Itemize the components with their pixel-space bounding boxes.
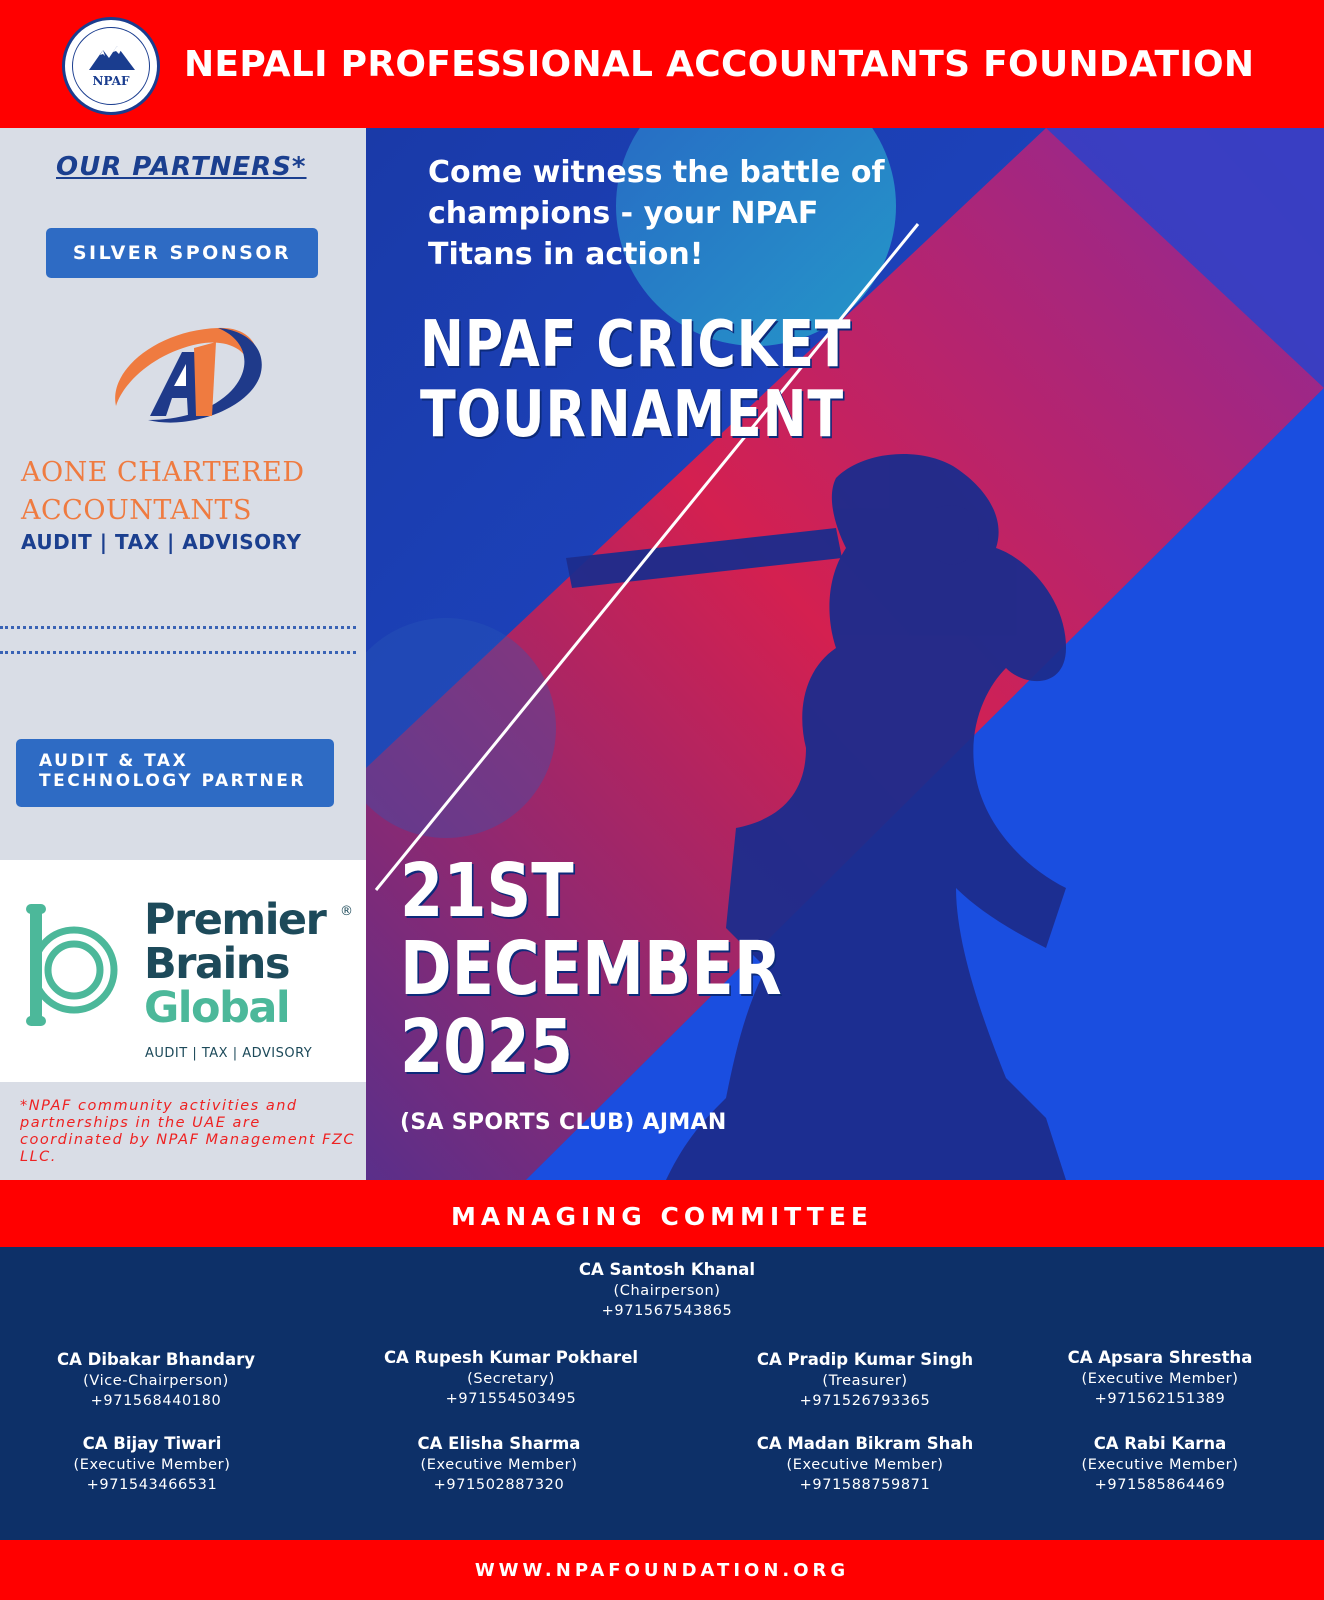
partners-panel	[0, 128, 366, 1180]
committee-title: MANAGING COMMITTEE	[451, 1202, 873, 1231]
member-role: (Treasurer)	[822, 1373, 908, 1389]
event-title-line1: NPAF CRICKET	[420, 308, 852, 382]
member-phone: +971585864469	[1094, 1477, 1226, 1493]
member-role: (Executive Member)	[1081, 1371, 1239, 1387]
member-role: (Executive Member)	[1081, 1457, 1239, 1473]
committee-member	[349, 1433, 649, 1495]
member-phone: +971567543865	[601, 1303, 733, 1319]
tech-partner-line1: AUDIT & TAX	[39, 751, 189, 771]
member-phone: +971543466531	[86, 1477, 218, 1493]
member-phone: +971502887320	[433, 1477, 565, 1493]
pb-line1: Premier	[144, 895, 326, 945]
tech-partner-badge	[16, 739, 334, 807]
partners-heading: OUR PARTNERS*	[56, 152, 307, 182]
premier-brains-logo-box	[0, 860, 366, 1082]
committee-member	[1010, 1433, 1310, 1495]
committee-member	[715, 1433, 1015, 1495]
header-banner	[0, 0, 1324, 128]
member-role: (Vice-Chairperson)	[83, 1373, 229, 1389]
member-phone: +971568440180	[90, 1393, 222, 1409]
divider	[0, 651, 356, 654]
member-phone: +971554503495	[445, 1391, 577, 1407]
member-role: (Executive Member)	[420, 1457, 578, 1473]
committee-member	[2, 1433, 302, 1495]
member-role: (Secretary)	[467, 1371, 555, 1387]
committee-member	[361, 1347, 661, 1409]
premier-brains-wordmark	[144, 895, 326, 1033]
registered-mark: ®	[340, 904, 353, 919]
event-venue: (SA SPORTS CLUB) AJMAN	[400, 1110, 727, 1135]
event-date	[400, 848, 782, 1090]
member-name: CA Apsara Shrestha	[1067, 1348, 1253, 1367]
committee-member	[6, 1349, 306, 1411]
event-poster	[366, 128, 1324, 1180]
member-name: CA Rupesh Kumar Pokharel	[383, 1348, 639, 1367]
member-role: (Executive Member)	[786, 1457, 944, 1473]
pb-line3: Global	[144, 983, 290, 1033]
footer-banner	[0, 1540, 1324, 1600]
member-name: CA Elisha Sharma	[417, 1434, 581, 1453]
aone-name-line2: ACCOUNTANTS	[21, 495, 252, 526]
member-name: CA Rabi Karna	[1093, 1434, 1227, 1453]
mountain-icon	[89, 44, 135, 70]
aone-logo-icon	[108, 320, 268, 432]
aone-name-line1: AONE CHARTERED	[21, 457, 305, 488]
organization-title: NEPALI PROFESSIONAL ACCOUNTANTS FOUNDATION	[184, 44, 1255, 85]
committee-header	[0, 1180, 1324, 1247]
committee-member	[715, 1349, 1015, 1411]
member-name: CA Dibakar Bhandary	[57, 1350, 255, 1369]
website-link[interactable]: WWW.NPAFOUNDATION.ORG	[474, 1560, 850, 1581]
event-tagline: Come witness the battle of champions - your NPAF Titans in action!	[428, 155, 885, 272]
member-role: (Executive Member)	[73, 1457, 231, 1473]
pb-line2: Brains	[144, 939, 289, 989]
committee-member	[517, 1259, 817, 1321]
aone-services: AUDIT | TAX | ADVISORY	[21, 530, 302, 554]
committee-section	[0, 1247, 1324, 1540]
member-phone: +971562151389	[1094, 1391, 1226, 1407]
member-name: CA Santosh Khanal	[578, 1260, 756, 1279]
aone-firm-name	[21, 454, 305, 530]
committee-member	[1010, 1347, 1310, 1409]
member-name: CA Madan Bikram Shah	[756, 1434, 974, 1453]
silver-sponsor-badge: SILVER SPONSOR	[46, 228, 318, 278]
partnership-disclaimer: *NPAF community activities and partnerships in the UAE are coordinated by NPAF Management FZC LLC.	[20, 1098, 356, 1165]
logo-text: NPAF	[92, 74, 130, 88]
member-name: CA Pradip Kumar Singh	[756, 1350, 974, 1369]
event-date-line3: 2025	[400, 1004, 574, 1090]
event-date-line2: DECEMBER	[400, 926, 782, 1012]
event-title	[420, 310, 851, 450]
event-date-line1: 21ST	[400, 848, 574, 934]
member-name: CA Bijay Tiwari	[82, 1434, 222, 1453]
npaf-logo	[62, 17, 160, 115]
member-role: (Chairperson)	[613, 1283, 721, 1299]
pb-services: AUDIT | TAX | ADVISORY	[145, 1046, 313, 1061]
event-title-line2: TOURNAMENT	[420, 378, 844, 452]
premier-brains-mark-icon	[20, 902, 124, 1028]
divider	[0, 626, 356, 629]
tech-partner-line2: TECHNOLOGY PARTNER	[39, 771, 306, 791]
member-phone: +971588759871	[799, 1477, 931, 1493]
member-phone: +971526793365	[799, 1393, 931, 1409]
